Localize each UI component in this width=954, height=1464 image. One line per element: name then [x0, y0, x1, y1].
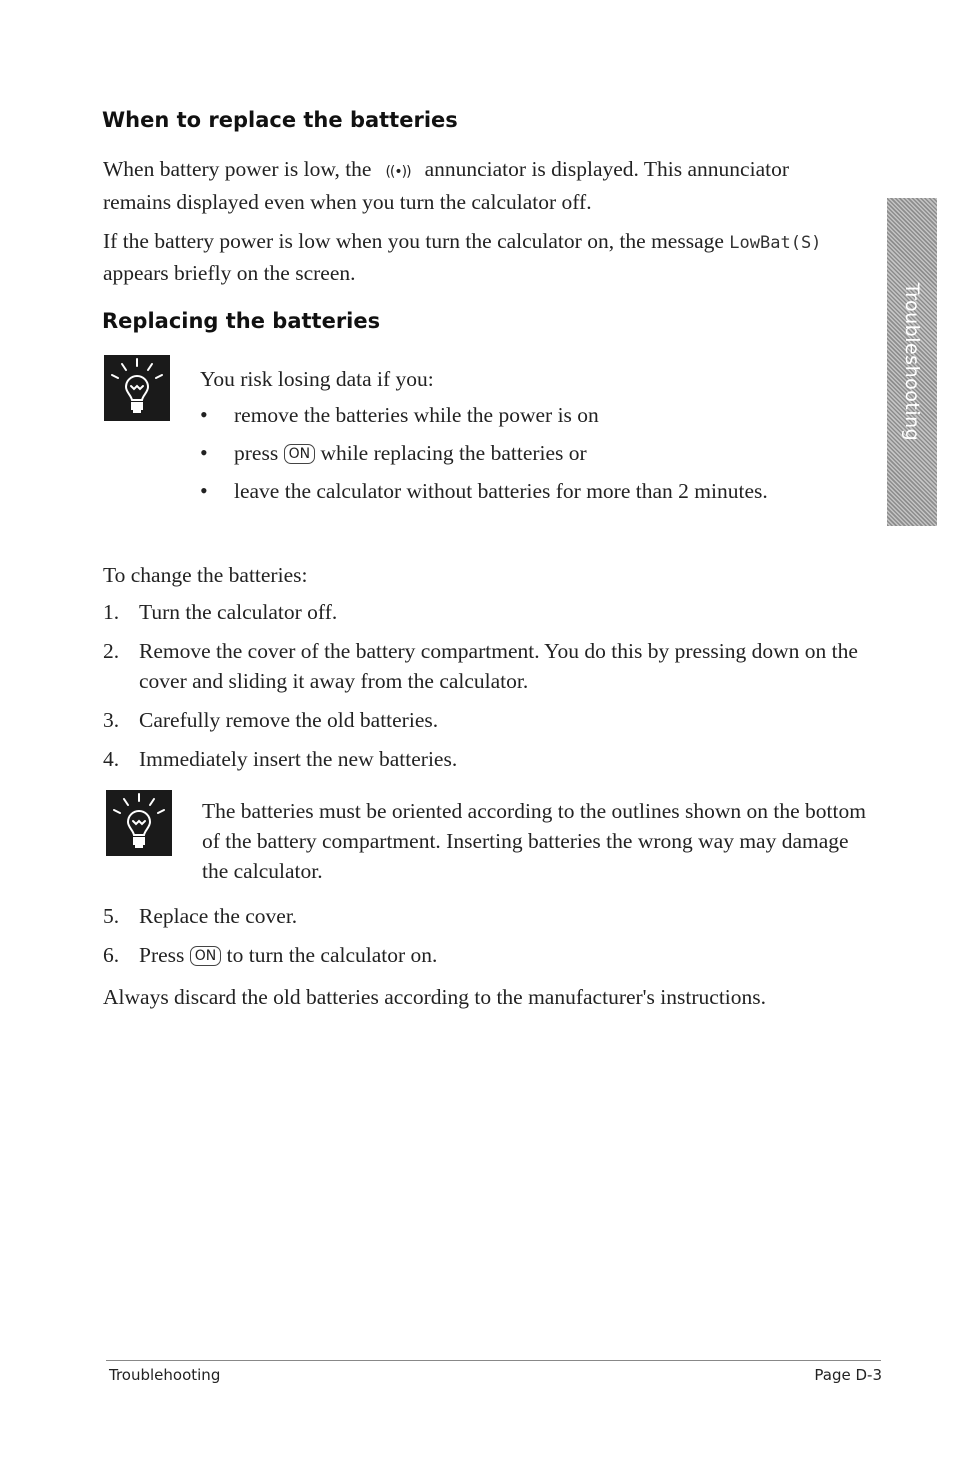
section-heading-when-to-replace: When to replace the batteries	[102, 108, 458, 132]
on-key-icon: ON	[190, 946, 222, 966]
low-battery-annunciator-icon: ((•))	[385, 164, 411, 180]
lowbat-message-paragraph	[103, 226, 873, 288]
bullet-text: press	[234, 441, 279, 465]
step-text: to turn the calculator on.	[226, 943, 438, 967]
step-text: Replace the cover.	[139, 904, 298, 928]
change-intro: To change the batteries:	[103, 563, 308, 587]
step-text: Immediately insert the new batteries.	[139, 747, 458, 771]
step-text: Carefully remove the old batteries.	[139, 708, 439, 732]
bullet-text: remove the batteries while the power is on	[234, 403, 599, 427]
steps-list-1	[103, 597, 883, 783]
lightbulb-note-icon	[104, 355, 170, 421]
side-tab-troubleshooting	[887, 198, 937, 526]
bullet-text: leave the calculator without batteries for more than 2 minutes.	[234, 479, 768, 503]
step-text: Press	[139, 943, 185, 967]
side-tab-label: Troubleshooting	[901, 282, 923, 442]
data-loss-list	[198, 400, 838, 514]
step-number: 6.	[103, 943, 120, 967]
step-number: 3.	[103, 708, 120, 732]
footer-section-label: Troublehooting	[109, 1366, 221, 1384]
on-key-icon: ON	[284, 444, 316, 464]
p2-before: If the battery power is low when you turn the calculator on, the message	[103, 229, 724, 253]
list-item	[198, 476, 838, 506]
step-text: Turn the calculator off.	[139, 600, 338, 624]
list-item	[103, 597, 883, 627]
p1-before: When battery power is low, the	[103, 157, 372, 181]
list-item	[103, 636, 883, 696]
step-number: 4.	[103, 747, 120, 771]
step-text: Remove the cover of the battery compartment. You do this by pressing down on the cover and sliding it away from the calculator.	[139, 639, 858, 693]
list-item	[103, 940, 883, 970]
p1-after: annunciator is displayed. This annunciator remains displayed even when you turn the calculator off.	[103, 157, 789, 214]
note1-intro: You risk losing data if you:	[200, 367, 434, 391]
step-number: 1.	[103, 600, 120, 624]
list-item	[198, 438, 838, 468]
step-number: 5.	[103, 904, 120, 928]
low-battery-paragraph	[103, 154, 843, 217]
lowbat-code: LowBat(S)	[729, 233, 822, 253]
list-item	[103, 705, 883, 735]
step-number: 2.	[103, 639, 120, 663]
steps-list-2	[103, 901, 883, 979]
footer-divider	[106, 1360, 881, 1361]
list-item	[198, 400, 838, 430]
orientation-warning: The batteries must be oriented according to the outlines shown on the bottom of the battery compartment. Inserting batteries the wrong way may damage the calculator.	[202, 799, 866, 883]
bullet-text: while replacing the batteries or	[320, 441, 587, 465]
list-item	[103, 901, 883, 931]
lightbulb-note-icon	[106, 790, 172, 856]
section-heading-replacing: Replacing the batteries	[102, 309, 381, 333]
list-item	[103, 744, 883, 774]
closing-paragraph: Always discard the old batteries according to the manufacturer's instructions.	[103, 985, 767, 1009]
p2-after: appears briefly on the screen.	[103, 261, 356, 285]
page-number: Page D-3	[814, 1366, 882, 1384]
